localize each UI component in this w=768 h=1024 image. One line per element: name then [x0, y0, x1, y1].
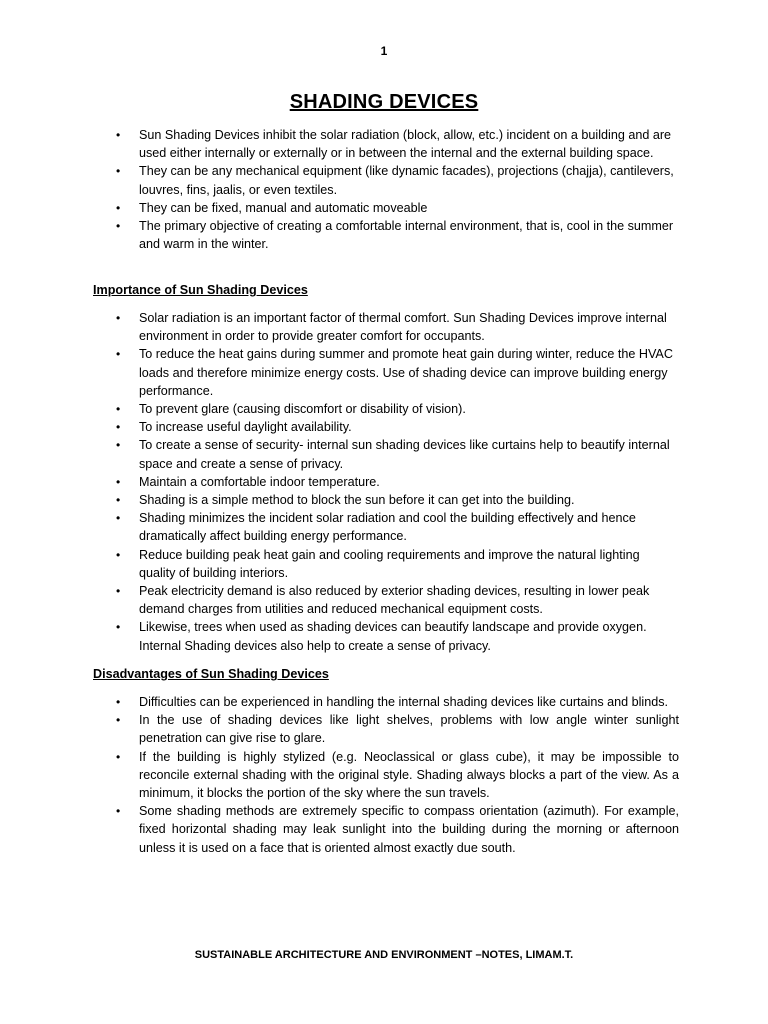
bullet-icon: •: [116, 402, 121, 417]
list-item-text: The primary objective of creating a comfortable internal environment, that is, cool in the summer and warm in the winter.: [139, 219, 674, 252]
page-number: 1: [380, 44, 388, 58]
bullet-icon: •: [116, 493, 121, 508]
page-footer: SUSTAINABLE ARCHITECTURE AND ENVIRONMENT –NOTES, LIMAM.T.: [194, 949, 574, 961]
bullet-icon: •: [116, 311, 121, 325]
bullet-icon: •: [116, 420, 121, 435]
importance-section: [0, 309, 768, 655]
list-item-text: Maintain a comfortable indoor temperature.: [139, 474, 380, 489]
list-item: [116, 436, 679, 472]
intro-bullet-list: [0, 126, 768, 253]
list-item: [116, 162, 679, 198]
page-title: SHADING DEVICES: [289, 91, 479, 113]
bullet-icon: •: [116, 347, 121, 362]
list-item-text: To prevent glare (causing discomfort or disability of vision).: [139, 402, 466, 417]
list-item-text: Shading minimizes the incident solar radiation and cool the building effectively and hence dramatically affect building energy performance.: [139, 511, 636, 544]
list-item-text: Peak electricity demand is also reduced by exterior shading devices, resulting in lower peak demand charges from utilities and reduced mechanical equipment costs.: [139, 584, 650, 617]
bullet-icon: •: [116, 128, 121, 142]
bullet-icon: •: [116, 584, 121, 599]
bullet-icon: •: [116, 474, 121, 489]
list-item: [116, 199, 679, 217]
list-item: [116, 309, 679, 345]
list-item-text: To create a sense of security- internal sun shading devices like curtains help to beautify internal space and create a sense of privacy.: [139, 438, 670, 471]
list-item-text: Likewise, trees when used as shading devices can beautify landscape and provide oxygen. Internal Shading devices also help to create a sense of privacy.: [139, 620, 647, 653]
list-item: [116, 400, 679, 418]
list-item-text: Shading is a simple method to block the sun before it can get into the building.: [139, 493, 575, 508]
bullet-icon: •: [116, 547, 121, 562]
list-item: [116, 473, 679, 491]
bullet-icon: •: [116, 620, 121, 635]
bullet-icon: •: [116, 695, 121, 709]
bullet-icon: •: [116, 511, 121, 526]
list-item-text: To increase useful daylight availability.: [139, 420, 352, 435]
list-item-text: Solar radiation is an important factor of thermal comfort. Sun Shading Devices improve internal environment in order to provide greater comfort for occupants.: [139, 311, 667, 344]
list-item-text: To reduce the heat gains during summer and promote heat gain during winter, reduce the HVAC loads and therefore minimize energy costs. Use of shading device can improve building energy performance.: [139, 347, 673, 398]
list-item-text: If the building is highly stylized (e.g. Neoclassical or glass cube), it may be impossible to reconcile external shading with the original style. Shading always blocks a part of the view. As a minimum, it blocks the portion of the sky where the sun travels.: [139, 749, 679, 801]
disadvantages-heading: Disadvantages of Sun Shading Devices: [93, 667, 329, 681]
list-item: [116, 748, 679, 803]
list-item-text: Reduce building peak heat gain and cooling requirements and improve the natural lighting quality of building interiors.: [139, 547, 640, 580]
list-item-text: Difficulties can be experienced in handling the internal shading devices like curtains and blinds.: [139, 695, 669, 709]
list-item: [116, 693, 679, 711]
list-item: [116, 582, 679, 618]
list-item-text: Sun Shading Devices inhibit the solar radiation (block, allow, etc.) incident on a building and are used either internally or externally or in between the internal and the external building space.: [139, 128, 672, 161]
disadvantages-bullet-list: [0, 693, 768, 857]
disadvantages-section: [0, 693, 768, 857]
list-item: [116, 418, 679, 436]
bullet-icon: •: [116, 804, 121, 819]
bullet-icon: •: [116, 713, 121, 728]
list-item: [116, 618, 679, 654]
list-item: [116, 546, 679, 582]
bullet-icon: •: [116, 219, 121, 234]
bullet-icon: •: [116, 749, 121, 764]
intro-section: [0, 126, 768, 253]
list-item: [116, 126, 679, 162]
list-item: [116, 802, 679, 857]
list-item-text: They can be fixed, manual and automatic moveable: [139, 200, 428, 215]
list-item: [116, 491, 679, 509]
importance-bullet-list: [0, 309, 768, 655]
list-item-text: Some shading methods are extremely specific to compass orientation (azimuth). For example, fixed horizontal shading may leak sunlight into the building during the morning or afternoon unless it is used on a face that is oriented almost exactly due south.: [139, 804, 679, 855]
list-item: [116, 217, 679, 253]
list-item-text: They can be any mechanical equipment (like dynamic facades), projections (chajja), cantilevers, louvres, fins, jaalis, or even textiles.: [139, 164, 674, 197]
importance-heading: Importance of Sun Shading Devices: [93, 283, 308, 297]
list-item: [116, 345, 679, 400]
bullet-icon: •: [116, 200, 121, 215]
list-item: [116, 509, 679, 545]
list-item: [116, 711, 679, 747]
bullet-icon: •: [116, 438, 121, 453]
list-item-text: In the use of shading devices like light shelves, problems with low angle winter sunlight penetration can give rise to glare.: [139, 713, 679, 746]
bullet-icon: •: [116, 164, 121, 179]
